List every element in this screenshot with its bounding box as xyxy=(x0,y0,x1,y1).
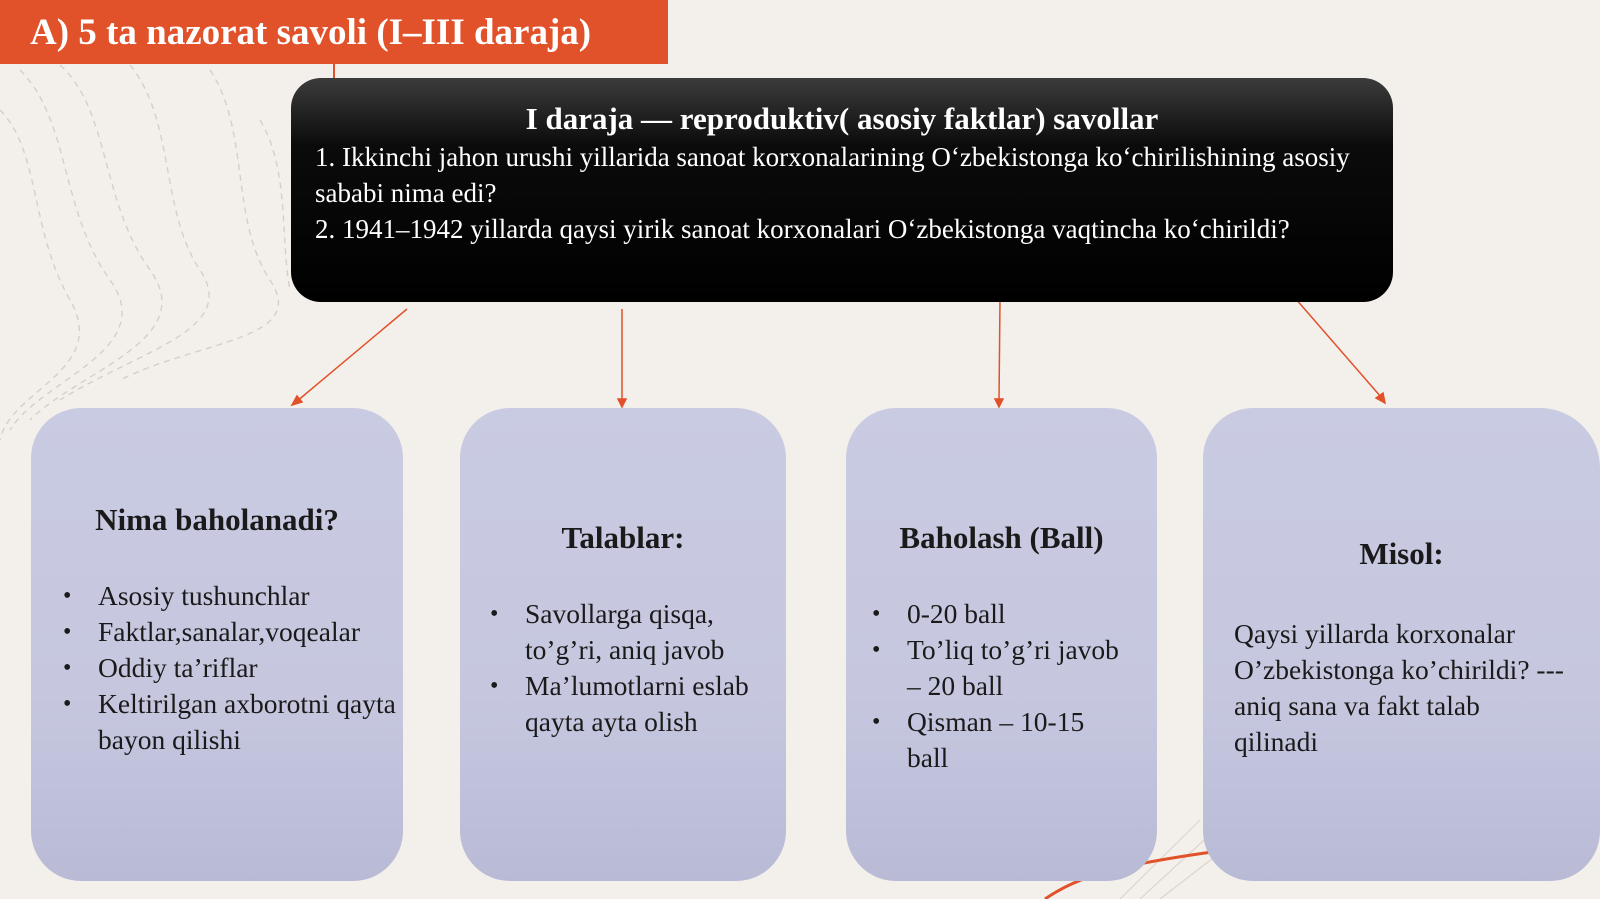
card-heading: Nima baholanadi? xyxy=(95,502,339,537)
list-item: • Oddiy ta’riflar xyxy=(63,650,403,686)
card-list xyxy=(63,578,403,758)
card-list xyxy=(872,596,1132,776)
arrow-to-card-4 xyxy=(1295,298,1381,397)
card-assessed xyxy=(31,408,403,881)
list-item: • Asosiy tushunchlar xyxy=(63,578,403,614)
example-text: Qaysi yillarda korxonalar O’zbekistonga ko’chirildi? --- aniq sana va fakt talab qilinadi xyxy=(1234,618,1564,757)
card-requirements xyxy=(460,408,786,881)
card-heading: Misol: xyxy=(1359,536,1444,571)
arrow-to-card-3 xyxy=(999,299,1000,401)
level-heading: I daraja — reproduktiv( asosiy faktlar) savollar xyxy=(525,101,1159,136)
card-heading: Baholash (Ball) xyxy=(899,520,1104,555)
list-item: • 0-20 ball xyxy=(872,596,1132,632)
arrow-to-card-1 xyxy=(296,309,407,402)
card-scoring xyxy=(846,408,1157,881)
list-item: • Ma’lumotlarni eslab qayta ayta olish xyxy=(490,668,760,740)
card-heading: Talablar: xyxy=(561,520,685,555)
list-item: • Faktlar,sanalar,voqealar xyxy=(63,614,403,650)
card-list xyxy=(490,596,760,740)
card-example xyxy=(1203,408,1600,881)
list-item: • Savollarga qisqa, to’g’ri, aniq javob xyxy=(490,596,760,668)
question-2: 2. 1941–1942 yillarda qaysi yirik sanoat korxonalari O‘zbekistonga vaqtincha ko‘chirildi? xyxy=(315,214,1290,244)
level-one-questions-box xyxy=(291,78,1393,302)
question-1: 1. Ikkinchi jahon urushi yillarida sanoat korxonalarining O‘zbekistonga ko‘chirilishining asosiy sababi nima edi? xyxy=(315,142,1350,208)
list-item: • Qisman – 10-15 ball xyxy=(872,704,1132,776)
list-item: • To’liq to’g’ri javob – 20 ball xyxy=(872,632,1132,704)
slide-title: A) 5 ta nazorat savoli (I–III daraja) xyxy=(0,0,668,64)
list-item: • Keltirilgan axborotni qayta bayon qilishi xyxy=(63,686,403,758)
